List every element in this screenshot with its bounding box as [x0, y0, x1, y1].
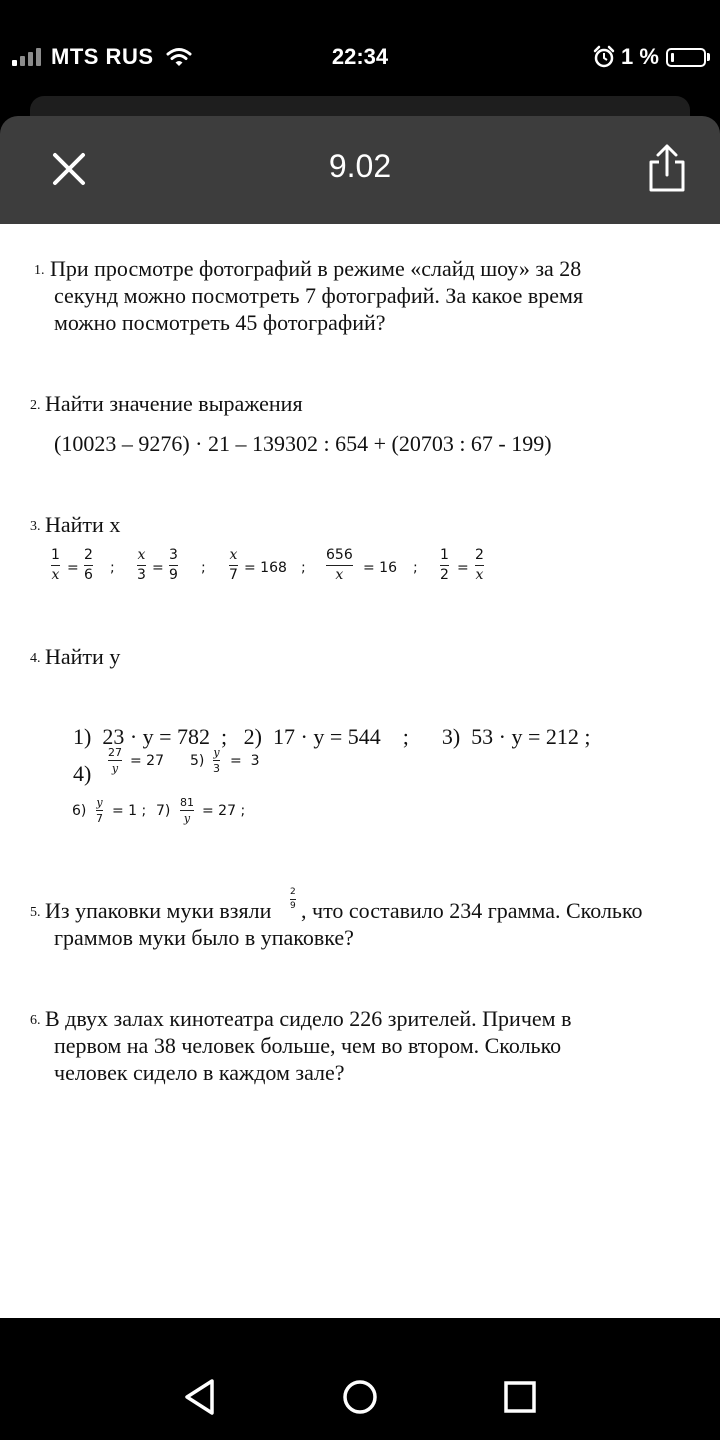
task3-fraction-7: 1 2 [440, 547, 449, 584]
task4-label-5: 5) [190, 753, 205, 769]
task1-line1: При просмотре фотографий в режиме «слайд шоу» за 28 [50, 256, 582, 281]
task6-line2: первом на 38 человек больше, чем во втором. Сколько [54, 1033, 562, 1058]
share-icon[interactable] [644, 142, 690, 194]
task3-title: Найти х [45, 512, 121, 537]
task3-fraction-3: x 3 [137, 547, 146, 584]
document-title: 9.02 [328, 148, 392, 184]
task4-result-5: = 3 [230, 753, 260, 769]
task3-separator-1: ; [110, 560, 115, 576]
task3-fraction-4: 3 9 [169, 547, 178, 584]
task3-fraction-5: x 7 [229, 547, 238, 584]
task5-line2: граммов муки было в упаковке? [54, 925, 354, 950]
task4-fraction-4: 27 y [108, 746, 122, 776]
task4-label-6: 6) [72, 803, 87, 819]
clock: 22:34 [331, 44, 389, 69]
document-page [0, 224, 720, 1318]
task2-expression: (10023 – 9276) · 21 – 139302 : 654 + (20703 : 67 - 199) [54, 431, 552, 456]
task4-row1: 1) 23 · у = 782 ; 2) 17 · у = 544 ; 3) 53 · у = 212 ; [73, 724, 591, 749]
task4-fraction-5: y 3 [213, 746, 220, 776]
task3-equals-1: = [67, 560, 79, 576]
task3-equals-3: = [457, 560, 469, 576]
battery-icon [666, 48, 706, 67]
task3-separator-3: ; [301, 560, 306, 576]
task6-line1: В двух залах кинотеатра сидело 226 зрителей. Причем в [45, 1006, 572, 1031]
task4-label-4: 4) [73, 761, 92, 786]
task4-fraction-7: 81 y [180, 796, 194, 826]
home-icon[interactable] [325, 1362, 395, 1432]
task6-number: 6. [30, 1013, 41, 1028]
alarm-icon [593, 45, 615, 69]
task6-line3: человек сидело в каждом зале? [54, 1060, 345, 1085]
task1-number: 1. [34, 263, 45, 278]
task3-equals-2: = [152, 560, 164, 576]
task5-number: 5. [30, 905, 41, 920]
task4-label-7: 7) [156, 803, 171, 819]
carrier-name: MTS RUS [51, 44, 154, 69]
task4-result-7: = 27 ; [202, 803, 246, 819]
task3-separator-2: ; [201, 560, 206, 576]
task4-result-6: = 1 ; [112, 803, 147, 819]
task1-line2: секунд можно посмотреть 7 фотографий. За какое время [54, 283, 584, 308]
back-icon[interactable] [165, 1362, 235, 1432]
task3-fraction-8: 2 x [475, 547, 484, 584]
task3-fraction-1: 1 x [51, 547, 60, 584]
battery-tip [707, 53, 710, 61]
battery-percent: 1 % [621, 44, 659, 69]
task5-fraction: 2 9 [290, 887, 296, 912]
task5-text-after: , что составило 234 грамма. Сколько [301, 898, 643, 923]
task4-fraction-6: y 7 [96, 796, 103, 826]
task4-number: 4. [30, 651, 41, 666]
task3-number: 3. [30, 519, 41, 534]
task4-result-4: = 27 [130, 753, 164, 769]
task4-title: Найти у [45, 644, 121, 669]
task5-text-before: Из упаковки муки взяли [45, 898, 272, 923]
viewer-header [0, 116, 720, 224]
task3-result-6: = 16 [363, 560, 397, 576]
recents-icon[interactable] [485, 1362, 555, 1432]
task1-line3: можно посмотреть 45 фотографий? [54, 310, 386, 335]
task3-result-5: = 168 [244, 560, 287, 576]
task2-title: Найти значение выражения [45, 391, 303, 416]
task3-fraction-6: 656 x [326, 547, 353, 584]
task3-fraction-2: 2 6 [84, 547, 93, 584]
navigation-bar [0, 1318, 720, 1440]
task2-number: 2. [30, 398, 41, 413]
task3-separator-4: ; [413, 560, 418, 576]
